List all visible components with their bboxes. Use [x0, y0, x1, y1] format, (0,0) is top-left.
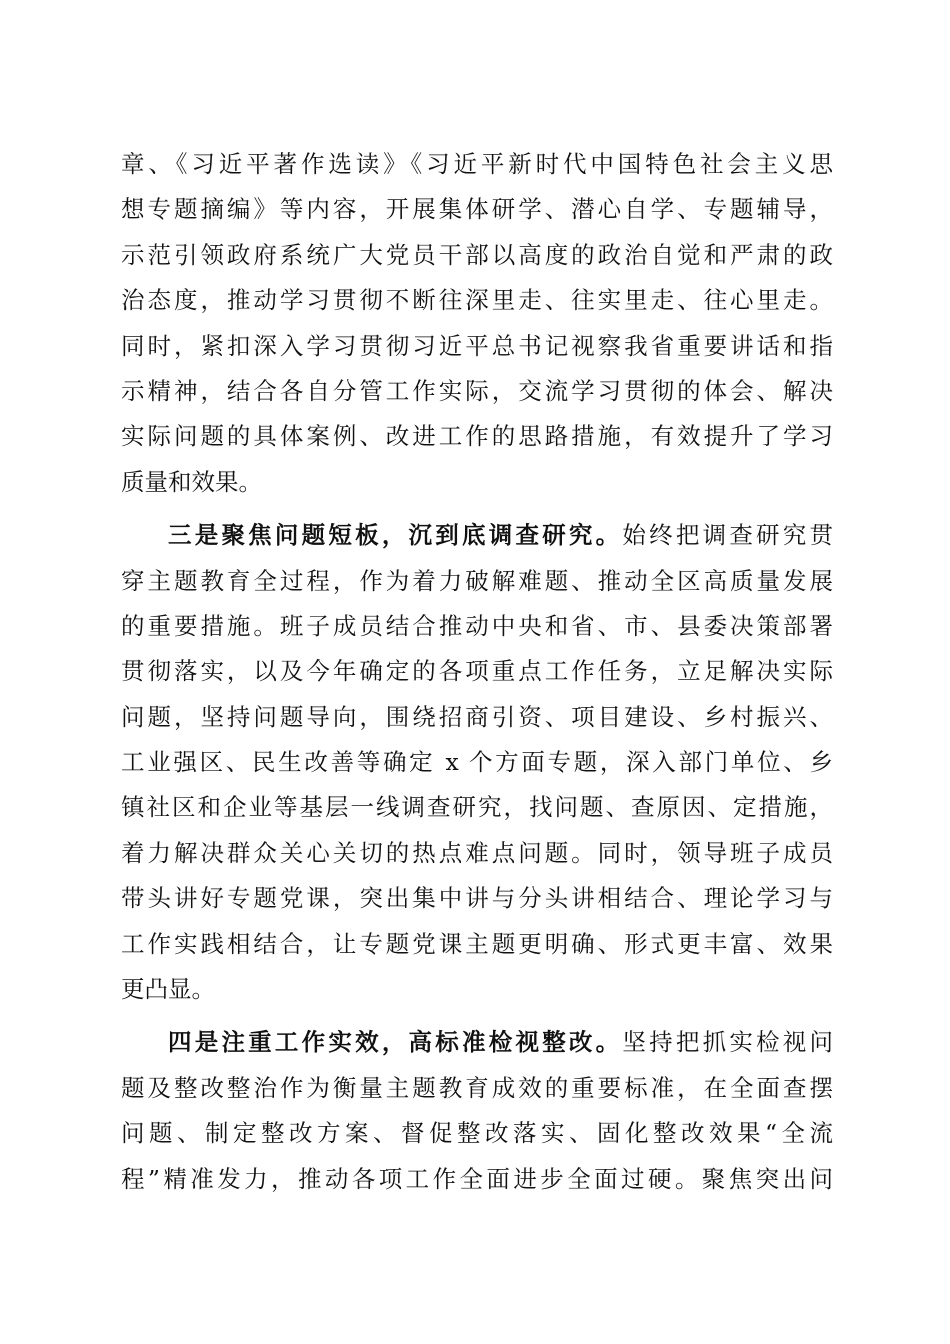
paragraph-gap	[121, 1012, 833, 1020]
text-line: 工业强区、民生改善等确定 x 个方面专题，深入部门单位、乡	[121, 748, 833, 777]
text-line: 问题、制定整改方案、督促整改落实、固化整改效果“全流	[121, 1119, 833, 1148]
paragraph-research	[121, 513, 833, 1012]
text-line: 实际问题的具体案例、改进工作的思路措施，有效提升了学习	[121, 422, 833, 451]
text-line: 示范引领政府系统广大党员干部以高度的政治自觉和严肃的政	[121, 240, 833, 269]
text-line: 镇社区和企业等基层一线调查研究，找问题、查原因、定措施，	[121, 793, 833, 822]
paragraph-lead-rest: 坚持把抓实检视问	[622, 1028, 834, 1057]
paragraph-gap	[121, 505, 833, 513]
text-line: 程”精准发力，推动各项工作全面进步全面过硬。聚焦突出问	[121, 1164, 833, 1193]
text-line: 章、《习近平著作选读》《习近平新时代中国特色社会主义思	[121, 150, 833, 178]
document-body	[121, 142, 833, 1202]
paragraph-lead-heading: 四是注重工作实效，高标准检视整改。	[168, 1028, 623, 1057]
text-line: 着力解决群众关心关切的热点难点问题。同时，领导班子成员	[121, 838, 833, 867]
text-line-first	[121, 513, 833, 558]
paragraph-study	[121, 142, 833, 505]
text-line: 问题，坚持问题导向，围绕招商引资、项目建设、乡村振兴、	[121, 702, 833, 731]
text-line: 题及整改整治作为衡量主题教育成效的重要标准，在全面查摆	[121, 1073, 833, 1102]
text-line: 贯彻落实，以及今年确定的各项重点工作任务，立足解决实际	[121, 657, 833, 686]
text-line: 示精神，结合各自分管工作实际，交流学习贯彻的体会、解决	[121, 376, 833, 405]
text-line: 想专题摘编》等内容，开展集体研学、潜心自学、专题辅导，	[121, 195, 833, 224]
text-line: 带头讲好专题党课，突出集中讲与分头讲相结合、理论学习与	[121, 884, 833, 913]
text-line: 质量和效果。	[121, 467, 262, 496]
paragraph-lead-heading: 三是聚焦问题短板，沉到底调查研究。	[168, 521, 623, 550]
text-line: 的重要措施。班子成员结合推动中央和省、市、县委决策部署	[121, 611, 833, 640]
text-line: 同时，紧扣深入学习贯彻习近平总书记视察我省重要讲话和指	[121, 331, 833, 360]
text-line: 更凸显。	[121, 975, 215, 1004]
text-line: 穿主题教育全过程，作为着力破解难题、推动全区高质量发展	[121, 566, 833, 595]
paragraph-lead-rest: 始终把调查研究贯	[622, 521, 834, 550]
paragraph-rectification	[121, 1020, 833, 1202]
text-line-first	[121, 1020, 833, 1065]
text-line: 工作实践相结合，让专题党课主题更明确、形式更丰富、效果	[121, 929, 833, 958]
text-line: 治态度，推动学习贯彻不断往深里走、往实里走、往心里走。	[121, 286, 833, 315]
